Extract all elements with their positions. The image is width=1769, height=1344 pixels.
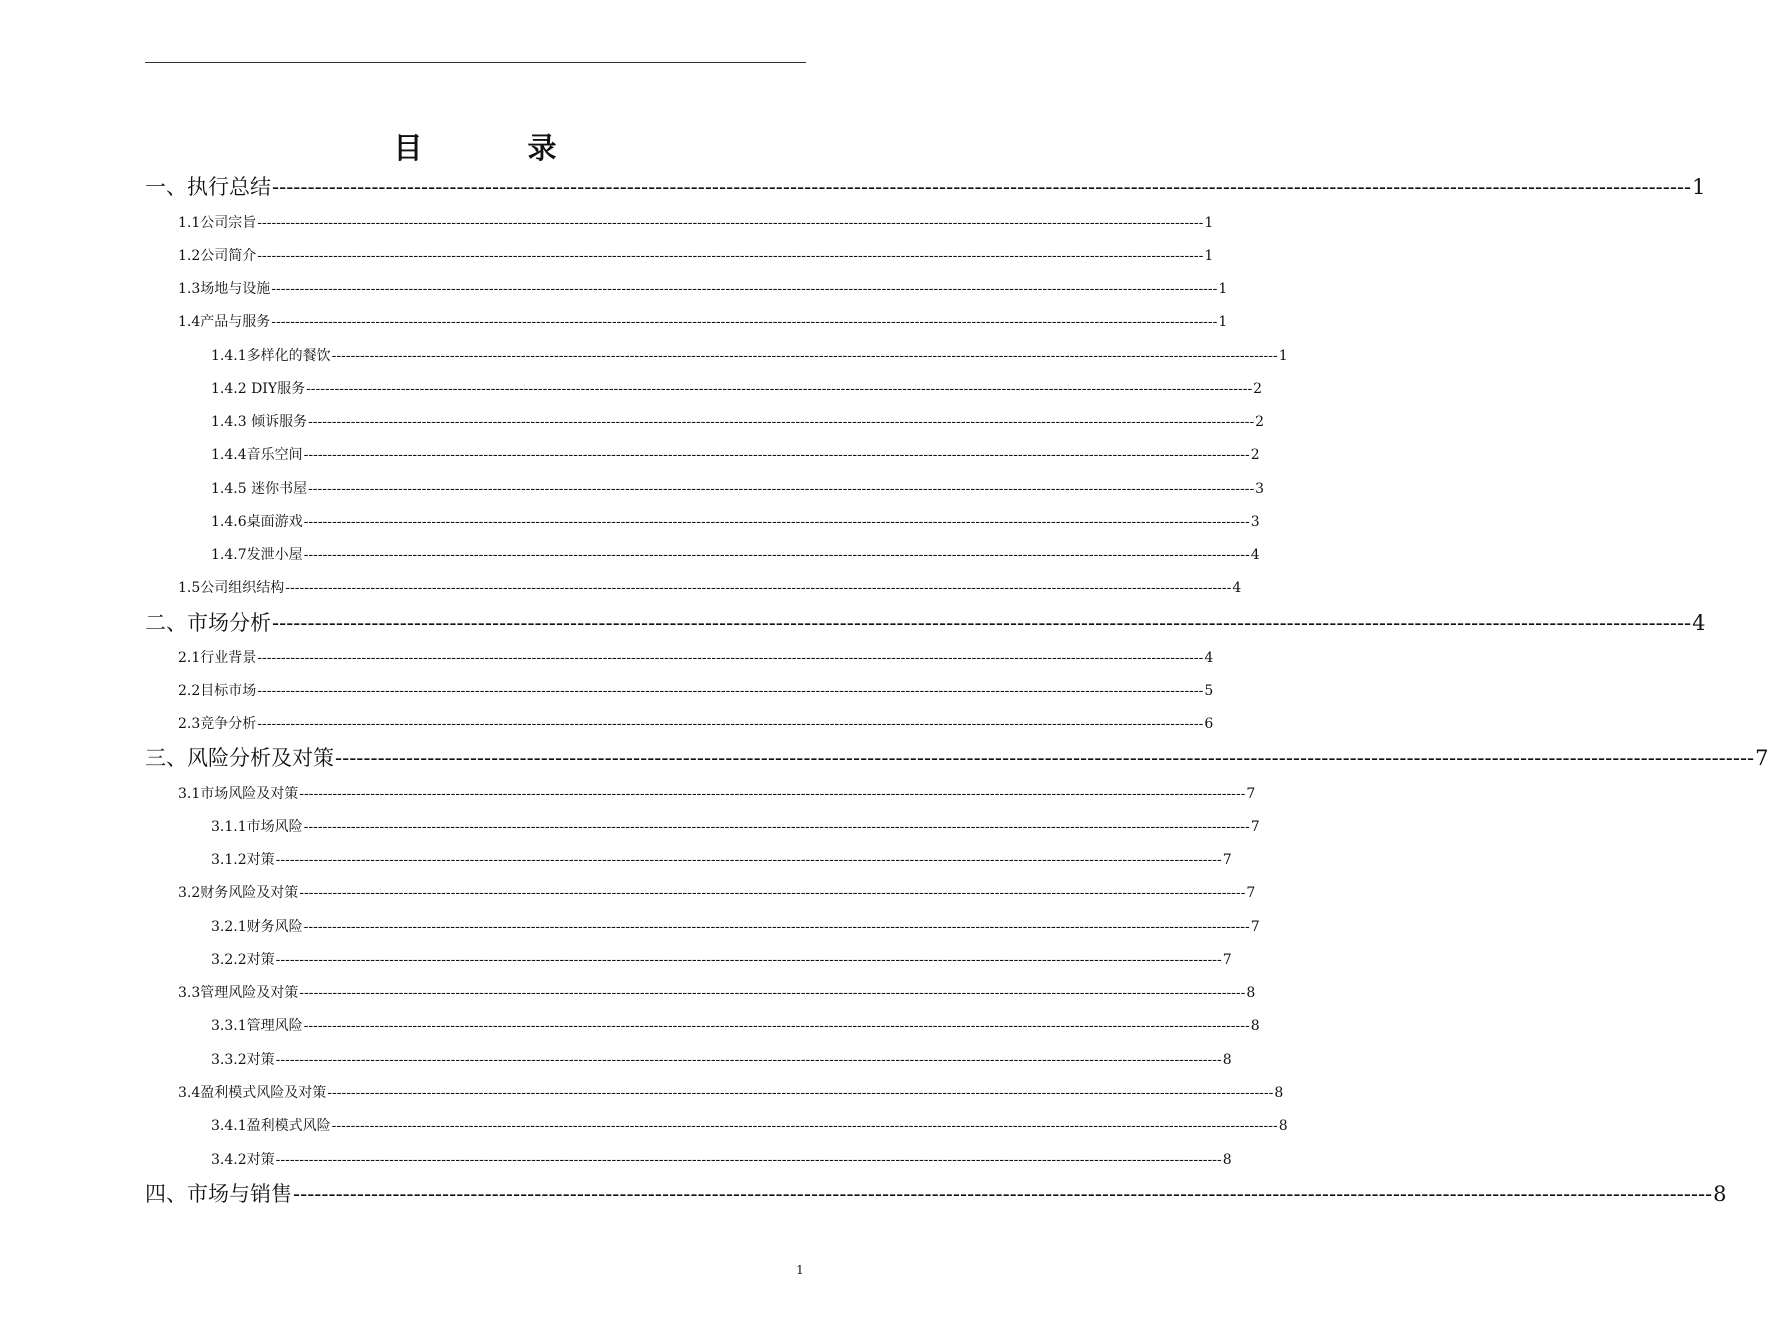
toc-entry[interactable] — [211, 444, 1260, 466]
toc-entry-leader: -------------------------------------------------------------------------------------------------------------------------------------------------------------------------------------------------------- — [303, 1018, 1250, 1034]
toc-entry[interactable] — [211, 949, 1232, 971]
toc-entry[interactable] — [211, 916, 1260, 938]
toc-entry[interactable] — [211, 411, 1265, 433]
toc-entry-leader: -------------------------------------------------------------------------------------------------------------------------------------------------------------------------------------------------------- — [275, 1152, 1222, 1168]
toc-entry-page: 1 — [1692, 175, 1706, 199]
toc-entry[interactable] — [178, 278, 1228, 300]
toc-entry-leader: -------------------------------------------------------------------------------------------------------------------------------------------------------------------------------------------------------- — [271, 314, 1218, 330]
toc-title: 目 录 — [393, 131, 595, 165]
toc-entry[interactable] — [145, 1179, 1727, 1209]
toc-entry-page: 8 — [1222, 1152, 1232, 1168]
toc-entry[interactable] — [211, 511, 1260, 533]
toc-entry-leader: -------------------------------------------------------------------------------------------------------------------------------------------------------------------------------------------------------- — [257, 215, 1204, 231]
toc-entry[interactable] — [178, 882, 1256, 904]
toc-entry-leader: -------------------------------------------------------------------------------------------------------------------------------------------------------------------------------------------------------- — [272, 175, 1692, 199]
toc-entry-page: 7 — [1250, 819, 1260, 835]
toc-entry-leader: -------------------------------------------------------------------------------------------------------------------------------------------------------------------------------------------------------- — [272, 611, 1692, 635]
toc-entry-leader: -------------------------------------------------------------------------------------------------------------------------------------------------------------------------------------------------------- — [331, 348, 1278, 364]
toc-entry-label: 3.2.1财务风险 — [211, 919, 303, 935]
toc-entry[interactable] — [178, 680, 1214, 702]
toc-entry[interactable] — [145, 172, 1706, 202]
toc-entry[interactable] — [178, 647, 1214, 669]
footer-page-number: 1 — [796, 1263, 804, 1277]
toc-entry-label: 2.3竞争分析 — [178, 716, 257, 732]
toc-entry-leader: -------------------------------------------------------------------------------------------------------------------------------------------------------------------------------------------------------- — [303, 919, 1250, 935]
toc-entry-label: 1.4.4音乐空间 — [211, 447, 303, 463]
toc-entry-leader: -------------------------------------------------------------------------------------------------------------------------------------------------------------------------------------------------------- — [299, 786, 1246, 802]
toc-entry-label: 三、风险分析及对策 — [145, 746, 334, 770]
toc-entry-label: 1.2公司简介 — [178, 248, 257, 264]
toc-entry-leader: -------------------------------------------------------------------------------------------------------------------------------------------------------------------------------------------------------- — [331, 1118, 1278, 1134]
toc-entry-page: 7 — [1250, 919, 1260, 935]
toc-entry[interactable] — [178, 245, 1214, 267]
toc-entry-label: 3.1市场风险及对策 — [178, 786, 299, 802]
toc-entry-page: 1 — [1204, 248, 1214, 264]
toc-entry[interactable] — [211, 1015, 1260, 1037]
toc-entry-page: 7 — [1222, 852, 1232, 868]
toc-entry-leader: -------------------------------------------------------------------------------------------------------------------------------------------------------------------------------------------------------- — [257, 683, 1204, 699]
toc-entry-label: 3.3.2对策 — [211, 1052, 275, 1068]
toc-entry-page: 8 — [1274, 1085, 1284, 1101]
toc-entry-label: 3.2.2对策 — [211, 952, 275, 968]
toc-entry-page: 2 — [1255, 414, 1265, 430]
toc-entry-label: 2.1行业背景 — [178, 650, 257, 666]
toc-entry-label: 1.4.1多样化的餐饮 — [211, 348, 331, 364]
toc-entry-label: 3.2财务风险及对策 — [178, 885, 299, 901]
toc-entry[interactable] — [211, 1049, 1232, 1071]
toc-entry-label: 1.4.7发泄小屋 — [211, 547, 303, 563]
toc-entry-page: 5 — [1204, 683, 1214, 699]
toc-entry-page: 8 — [1713, 1182, 1727, 1206]
toc-entry-page: 8 — [1222, 1052, 1232, 1068]
toc-entry-page: 2 — [1250, 447, 1260, 463]
toc-entry[interactable] — [178, 783, 1256, 805]
toc-entry-leader: -------------------------------------------------------------------------------------------------------------------------------------------------------------------------------------------------------- — [285, 580, 1232, 596]
toc-entry[interactable] — [178, 982, 1256, 1004]
toc-entry-leader: -------------------------------------------------------------------------------------------------------------------------------------------------------------------------------------------------------- — [275, 952, 1222, 968]
toc-entry-leader: -------------------------------------------------------------------------------------------------------------------------------------------------------------------------------------------------------- — [306, 381, 1253, 397]
toc-entry-leader: -------------------------------------------------------------------------------------------------------------------------------------------------------------------------------------------------------- — [303, 547, 1250, 563]
toc-entry-leader: -------------------------------------------------------------------------------------------------------------------------------------------------------------------------------------------------------- — [257, 248, 1204, 264]
toc-entry-leader: -------------------------------------------------------------------------------------------------------------------------------------------------------------------------------------------------------- — [293, 1182, 1713, 1206]
toc-entry-leader: -------------------------------------------------------------------------------------------------------------------------------------------------------------------------------------------------------- — [303, 514, 1250, 530]
toc-entry-page: 4 — [1250, 547, 1260, 563]
toc-entry[interactable] — [211, 849, 1232, 871]
toc-entry[interactable] — [178, 713, 1214, 735]
toc-entry-label: 一、执行总结 — [145, 175, 271, 199]
toc-entry-label: 3.4盈利模式风险及对策 — [178, 1085, 327, 1101]
toc-entry-leader: -------------------------------------------------------------------------------------------------------------------------------------------------------------------------------------------------------- — [271, 281, 1218, 297]
toc-entry-label: 3.1.2对策 — [211, 852, 275, 868]
toc-entry-label: 2.2目标市场 — [178, 683, 257, 699]
toc-entry-label: 四、市场与销售 — [145, 1182, 292, 1206]
toc-entry-label: 3.4.1盈利模式风险 — [211, 1118, 331, 1134]
toc-entry-page: 4 — [1692, 611, 1706, 635]
toc-entry[interactable] — [211, 345, 1288, 367]
toc-entry-page: 3 — [1250, 514, 1260, 530]
toc-entry-page: 7 — [1246, 885, 1256, 901]
toc-entry[interactable] — [178, 577, 1242, 599]
toc-entry[interactable] — [211, 378, 1263, 400]
toc-entry-label: 3.3管理风险及对策 — [178, 985, 299, 1001]
toc-entry-page: 3 — [1255, 481, 1265, 497]
toc-entry-leader: -------------------------------------------------------------------------------------------------------------------------------------------------------------------------------------------------------- — [275, 852, 1222, 868]
toc-entry-page: 1 — [1204, 215, 1214, 231]
toc-entry-label: 1.4.5 迷你书屋 — [211, 481, 308, 497]
toc-entry[interactable] — [178, 212, 1214, 234]
toc-entry-label: 1.3场地与设施 — [178, 281, 271, 297]
toc-entry[interactable] — [145, 608, 1706, 638]
toc-entry[interactable] — [211, 1115, 1288, 1137]
toc-entry[interactable] — [178, 311, 1228, 333]
toc-entry-label: 1.4产品与服务 — [178, 314, 271, 330]
toc-entry-leader: -------------------------------------------------------------------------------------------------------------------------------------------------------------------------------------------------------- — [327, 1085, 1274, 1101]
toc-entry-label: 1.4.6桌面游戏 — [211, 514, 303, 530]
toc-entry-leader: -------------------------------------------------------------------------------------------------------------------------------------------------------------------------------------------------------- — [303, 819, 1250, 835]
toc-entry-label: 1.4.2 DIY服务 — [211, 381, 306, 397]
toc-entry-leader: -------------------------------------------------------------------------------------------------------------------------------------------------------------------------------------------------------- — [299, 985, 1246, 1001]
toc-entry-label: 3.4.2对策 — [211, 1152, 275, 1168]
toc-entry-page: 6 — [1204, 716, 1214, 732]
toc-entry-page: 4 — [1232, 580, 1242, 596]
toc-entry-leader: -------------------------------------------------------------------------------------------------------------------------------------------------------------------------------------------------------- — [303, 447, 1250, 463]
toc-entry-page: 1 — [1218, 314, 1228, 330]
toc-entry-label: 3.1.1市场风险 — [211, 819, 303, 835]
toc-entry-leader: -------------------------------------------------------------------------------------------------------------------------------------------------------------------------------------------------------- — [257, 650, 1204, 666]
toc-entry-page: 7 — [1222, 952, 1232, 968]
toc-entry-label: 二、市场分析 — [145, 611, 271, 635]
toc-entry-label: 1.5公司组织结构 — [178, 580, 285, 596]
toc-entry-page: 1 — [1278, 348, 1288, 364]
toc-entry-leader: -------------------------------------------------------------------------------------------------------------------------------------------------------------------------------------------------------- — [335, 746, 1755, 770]
toc-entry-leader: -------------------------------------------------------------------------------------------------------------------------------------------------------------------------------------------------------- — [308, 414, 1255, 430]
toc-entry[interactable] — [211, 1149, 1232, 1171]
toc-entry[interactable] — [211, 816, 1260, 838]
toc-entry-label: 1.1公司宗旨 — [178, 215, 257, 231]
toc-entry-leader: -------------------------------------------------------------------------------------------------------------------------------------------------------------------------------------------------------- — [257, 716, 1204, 732]
toc-entry-page: 1 — [1218, 281, 1228, 297]
toc-entry[interactable] — [178, 1082, 1284, 1104]
toc-entry-page: 8 — [1246, 985, 1256, 1001]
toc-entry-page: 7 — [1246, 786, 1256, 802]
toc-entry[interactable] — [145, 743, 1769, 773]
toc-entry[interactable] — [211, 544, 1260, 566]
toc-entry-label: 3.3.1管理风险 — [211, 1018, 303, 1034]
toc-entry-page: 8 — [1250, 1018, 1260, 1034]
toc-entry-page: 2 — [1253, 381, 1263, 397]
toc-entry-label: 1.4.3 倾诉服务 — [211, 414, 308, 430]
toc-entry-page: 7 — [1755, 746, 1769, 770]
toc-entry[interactable] — [211, 478, 1265, 500]
toc-entry-leader: -------------------------------------------------------------------------------------------------------------------------------------------------------------------------------------------------------- — [299, 885, 1246, 901]
toc-entry-page: 8 — [1278, 1118, 1288, 1134]
toc-entry-leader: -------------------------------------------------------------------------------------------------------------------------------------------------------------------------------------------------------- — [308, 481, 1255, 497]
toc-entry-leader: -------------------------------------------------------------------------------------------------------------------------------------------------------------------------------------------------------- — [275, 1052, 1222, 1068]
toc-entry-page: 4 — [1204, 650, 1214, 666]
